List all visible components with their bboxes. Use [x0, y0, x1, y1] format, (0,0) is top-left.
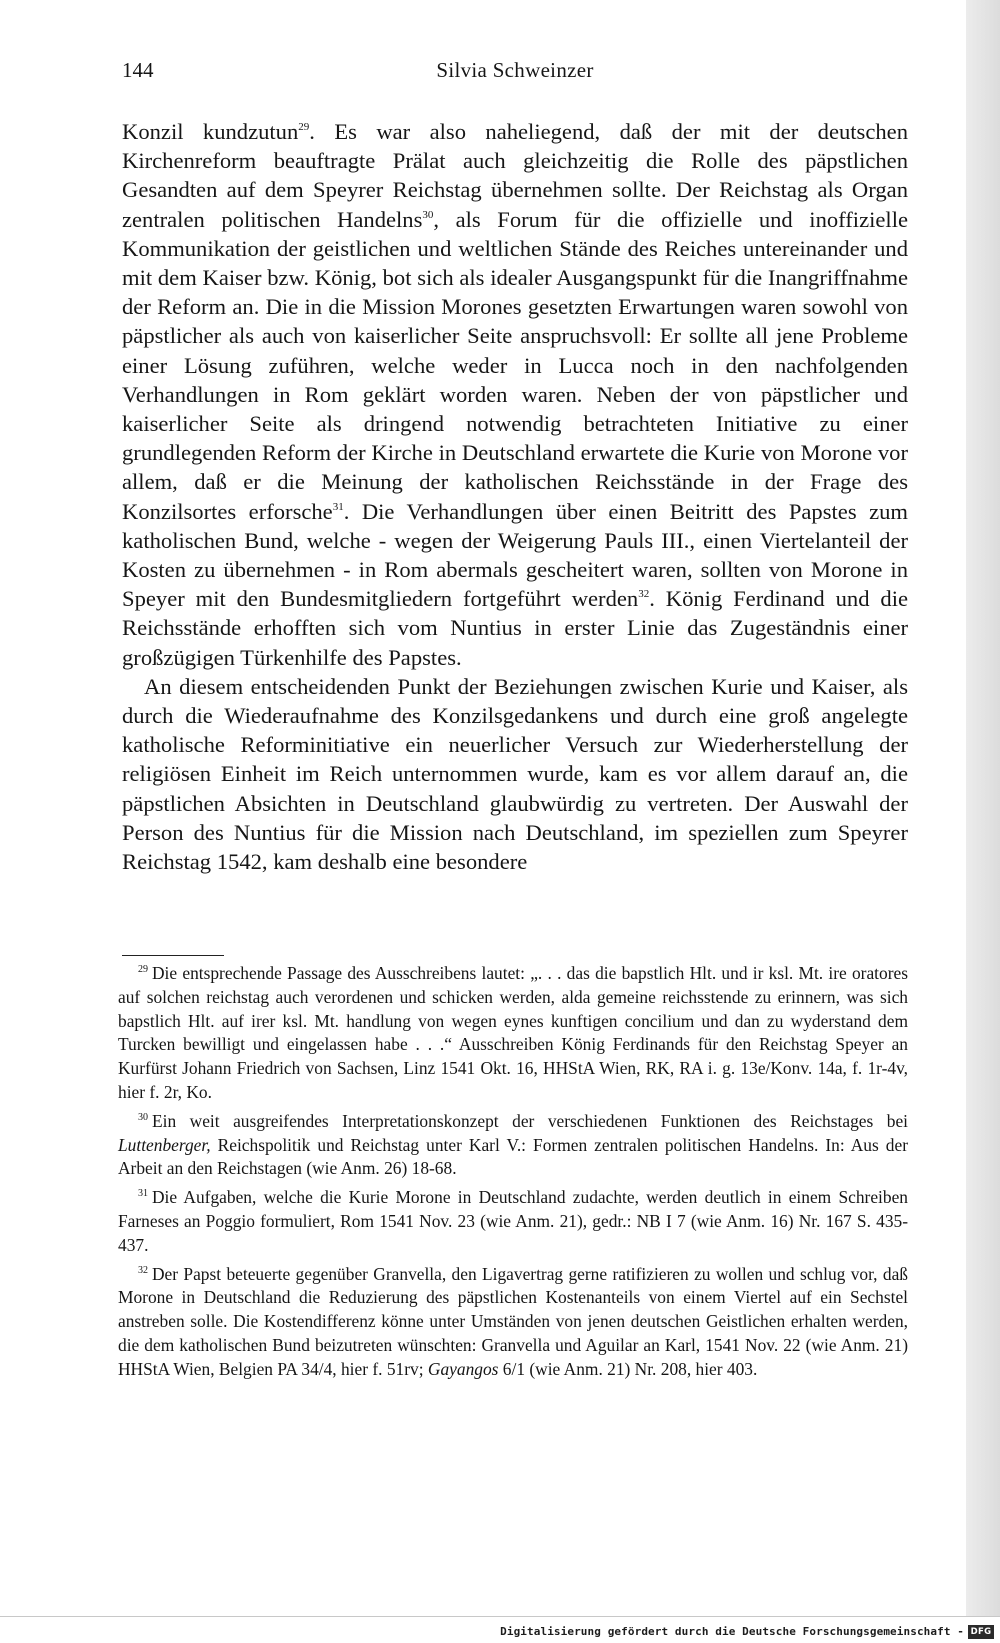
footnotes [118, 962, 908, 1387]
funding-notice: Digitalisierung gefördert durch die Deutsche Forschungsgemeinschaft - [500, 1625, 964, 1638]
footnote-text: Die entsprechende Passage des Ausschreibens lautet: „. . . das die bapstlich Hlt. und ir ksl. Mt. ire oratores auf solchen reichstag auch verordenen und schicken werden, alda gemeine reichsstende zu erinnern, was sich bapstlich Hlt. auf irer ksl. Mt. handlung von wegen eynes kunftigen concilium und dan zu wyderstand dem Turcken bewilligt und eingelassen habe . . .“ Ausschreiben König Ferdinands für den Reichstag Speyer an Kurfürst Johann Friedrich von Sachsen, Linz 1541 Okt. 16, HHStA Wien, RK, RA i. g. 13e/Konv. 14a, f. 1r-4v, hier f. 2r, Ko. [118, 963, 908, 1102]
footnote-text: 6/1 (wie Anm. 21) Nr. 208, hier 403. [498, 1358, 758, 1379]
page-number: 144 [122, 58, 154, 82]
footnote-text: Die Aufgaben, welche die Kurie Morone in Deutschland zudachte, werden deutlich in einem Schreiben Farneses an Poggio formuliert, Rom 1541 Nov. 23 (wie Anm. 21), gedr.: NB I 7 (wie Anm. 16) Nr. 167 S. 435-437. [118, 1187, 908, 1255]
text-span: . König Ferdinand und die Reichsstände erhofften sich vom Nuntius in erster Linie das Zugeständnis einer großzügigen Türkenhilfe des Papstes. [122, 586, 908, 670]
body-text [122, 117, 908, 876]
text-span: . Es war also naheliegend, daß der mit der deutschen Kirchenreform beauftragte Prälat auch gleichzeitig die Rolle des päpstlichen Gesandten auf dem Speyrer Reichstag übernehmen sollte. Der Reichstag als Organ zentralen politischen Handelns [122, 119, 908, 232]
footnote-29 [118, 962, 908, 1105]
footnote-divider [122, 955, 224, 956]
footnote-text: Reichspolitik und Reichstag unter Karl V.: Formen zentralen politischen Handelns. In: Aus der Arbeit an den Reichstagen (wie Anm. 26) 18-68. [118, 1134, 908, 1179]
footnote-author: Gayangos [427, 1358, 499, 1379]
footnote-31 [118, 1186, 908, 1257]
footnote-number: 29 [138, 964, 148, 975]
footnote-number: 30 [138, 1111, 148, 1123]
footnote-author: Luttenberger, [118, 1134, 211, 1155]
footnote-ref-32[interactable]: 32 [638, 588, 650, 601]
footnote-number: 31 [138, 1188, 148, 1200]
footnote-32 [118, 1263, 908, 1382]
page-header [122, 58, 908, 90]
paragraph-1 [122, 117, 908, 672]
text-span: , als Forum für die offizielle und inoffizielle Kommunikation der geistlichen und weltlichen Stände des Reiches untereinander und mit dem Kaiser bzw. König, bot sich als idealer Ausgangspunkt für die Inangriffnahme der Reform an. Die in die Mission Morones gesetzten Erwartungen waren sowohl von päpstlicher als auch von kaiserlicher Seite anspruchsvoll: Er sollte all jene Probleme einer Lösung zuführen, welche weder in Lucca noch in den nachfolgenden Verhandlungen in Rom geklärt worden waren. Neben der von päpstlicher und kaiserlicher Seite als dringend notwendig betrachteten Initiative zu einer grundlegenden Reform der Kirche in Deutschland erwartete die Kurie von Morone vor allem, daß er die Meinung der katholischen Reichsstände in der Frage des Konzilsortes erforsche [122, 206, 908, 524]
footnote-text: Ein weit ausgreifendes Interpretationskonzept der verschiedenen Funktionen des Reichstages bei [152, 1110, 908, 1131]
footnote-30 [118, 1110, 908, 1181]
page-edge-shadow [966, 0, 1000, 1643]
paragraph-2: An diesem entscheidenden Punkt der Beziehungen zwischen Kurie und Kaiser, als durch die Wiederaufnahme des Konzilsgedankens und durch eine groß angelegte katholische Reforminitiative ein neuerlicher Versuch zur Wiederherstellung der religiösen Einheit im Reich unternommen wurde, kam es vor allem darauf an, die päpstlichen Absichten in Deutschland glaubwürdig zu vertreten. Der Auswahl der Person des Nuntius für die Mission nach Deutschland, im speziellen zum Speyrer Reichstag 1542, kam deshalb eine besondere [122, 673, 908, 875]
text-span: . Die Verhandlungen über einen Beitritt des Papstes zum katholischen Bund, welche - wegen der Weigerung Pauls III., einen Viertelanteil der Kosten zu übernehmen - in Rom abermals gescheitert waren, sollten von Morone in Speyer mit den Bundesmitgliedern fortgeführt werden [122, 498, 908, 612]
footnote-ref-29[interactable]: 29 [298, 121, 310, 133]
dfg-logo-icon: DFG [968, 1625, 994, 1639]
footnote-number: 32 [138, 1264, 148, 1276]
text-span: Konzil kundzutun [122, 119, 299, 144]
footnote-text: Der Papst beteuerte gegenüber Granvella, den Ligavertrag gerne ratifizieren zu wollen und schlug vor, daß Morone in Deutschland die Reduzierung des päpstlichen Kostenanteils von einem Viertel auf ein Sechstel anstreben solle. Die Kostendifferenz könne unter Umständen von jenen deutschen Geistlichen erhalten werden, die dem katholischen Bund beizutreten wünschten: Granvella und Aguilar an Karl, 1541 Nov. 22 (wie Anm. 21) HHStA Wien, Belgien PA 34/4, hier f. 51rv; [118, 1263, 908, 1379]
footnote-ref-31[interactable]: 31 [332, 500, 344, 513]
footer-bar [0, 1616, 1000, 1643]
footnote-ref-30[interactable]: 30 [422, 208, 434, 221]
running-head: Silvia Schweinzer [436, 58, 594, 82]
